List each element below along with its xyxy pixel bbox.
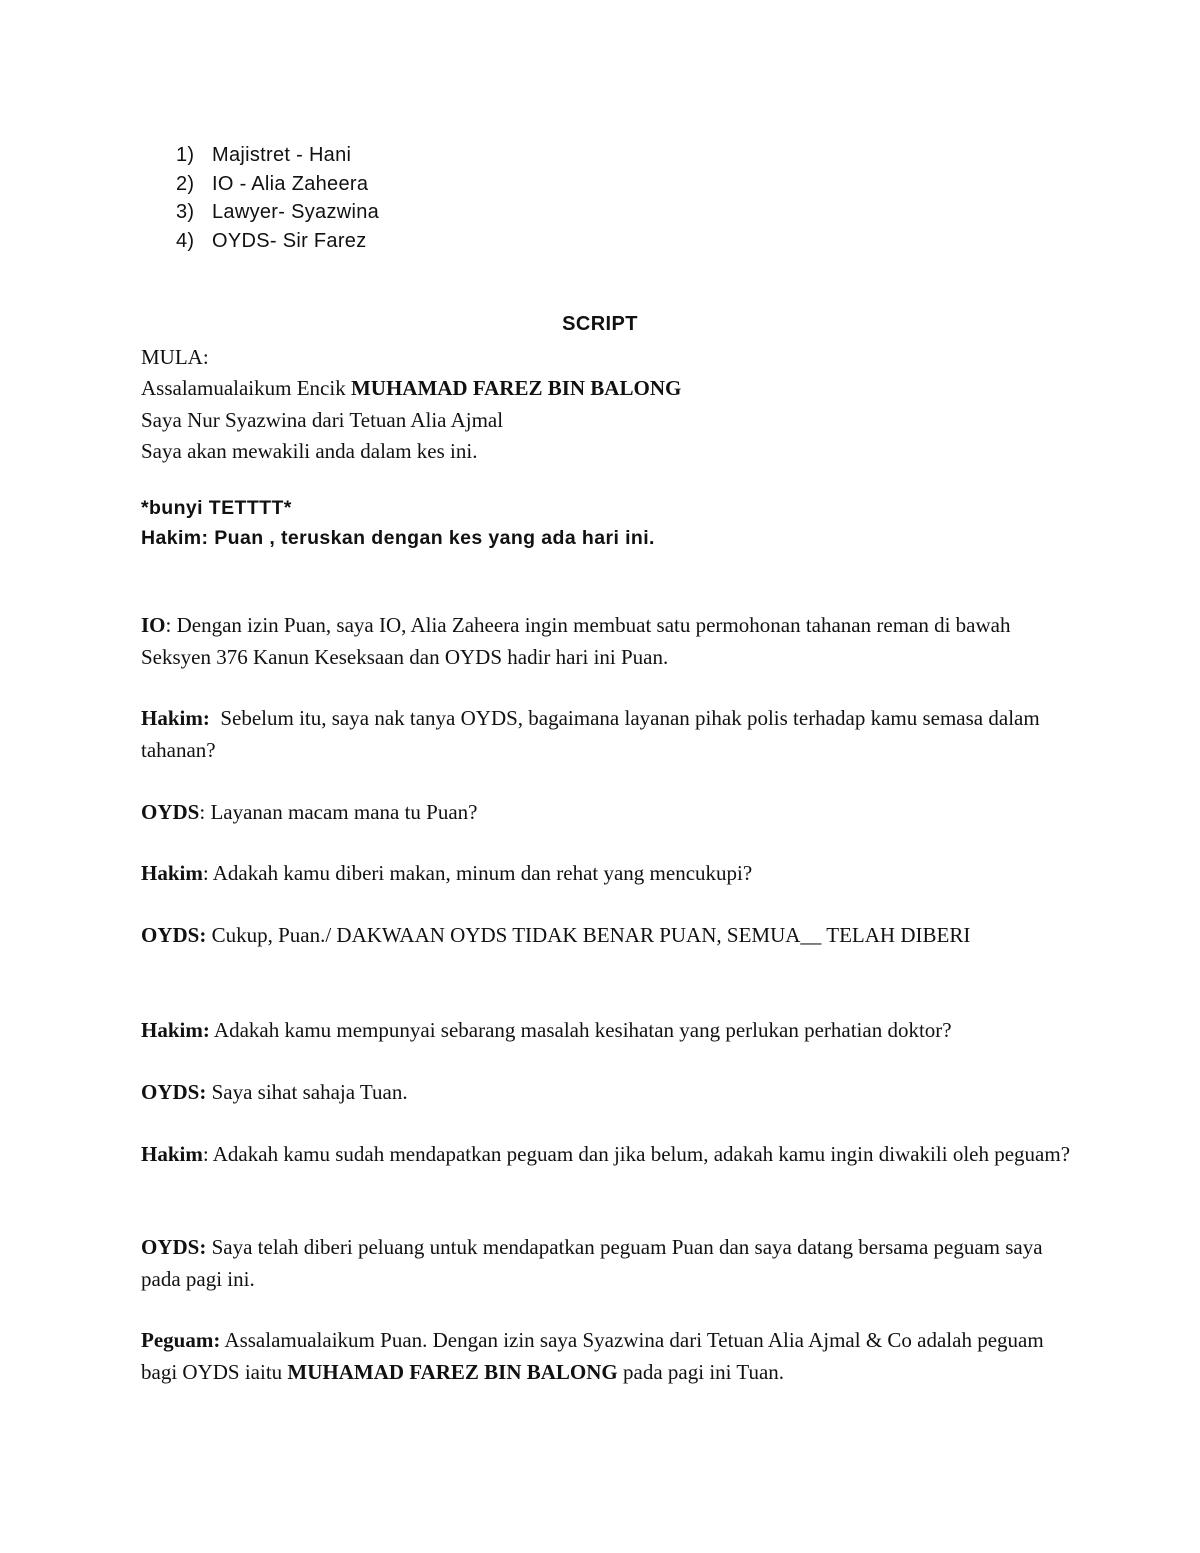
dialogue-line	[141, 920, 1021, 952]
sound-cue-block	[141, 493, 655, 553]
dialogue-line	[141, 1015, 1071, 1047]
cast-item	[176, 170, 379, 199]
speaker-label: OYDS:	[141, 1235, 207, 1259]
dialogue-text: : Adakah kamu sudah mendapatkan peguam dan jika belum, adakah kamu ingin diwakili oleh peguam?	[202, 1142, 1071, 1166]
dialogue-text: Assalamualaikum Puan. Dengan izin saya Syazwina dari Tetuan Alia Ajmal & Co adalah peguam bagi OYDS iaitu	[141, 1328, 1044, 1384]
cast-item	[176, 227, 379, 256]
opening-block	[141, 342, 681, 467]
cast-text: Lawyer- Syazwina	[212, 201, 380, 223]
speaker-label: OYDS:	[141, 923, 207, 947]
defendant-name: MUHAMAD FAREZ BIN BALONG	[350, 376, 682, 401]
cast-item	[176, 141, 379, 170]
dialogue-text: : Layanan macam mana tu Puan?	[199, 800, 478, 824]
speaker-label: IO	[141, 613, 166, 637]
cast-number: 4)	[176, 229, 195, 252]
dialogue-line	[141, 703, 1071, 766]
dialogue-line	[141, 1325, 1071, 1388]
dialogue-text: : Dengan izin Puan, saya IO, Alia Zaheera ingin membuat satu permohonan tahanan reman di bawah Seksyen 376 Kanun Keseksaan dan OYDS hadir hari ini Puan.	[141, 613, 1011, 669]
cast-number: 1)	[176, 144, 195, 166]
dialogue-text: Cukup, Puan./ DAKWAAN OYDS TIDAK BENAR PUAN, SEMUA__ TELAH DIBERI	[206, 923, 971, 947]
dialogue-text: Adakah kamu mempunyai sebarang masalah kesihatan yang perlukan perhatian doktor?	[209, 1018, 952, 1042]
speaker-label: OYDS	[141, 800, 200, 824]
greeting-prefix: Assalamualaikum Encik	[141, 376, 351, 401]
greeting-line	[141, 373, 681, 404]
cast-text: Majistret - Hani	[212, 144, 352, 166]
speaker-label: Peguam:	[141, 1328, 221, 1352]
script-title: SCRIPT	[562, 313, 638, 335]
mula-label: MULA:	[141, 345, 209, 369]
dialogue-text: : Adakah kamu diberi makan, minum dan rehat yang mencukupi?	[202, 861, 753, 885]
dialogue-text: Sebelum itu, saya nak tanya OYDS, bagaimana layanan pihak polis terhadap kamu semasa dalam tahanan?	[141, 706, 1045, 762]
dialogue-line	[141, 610, 1071, 673]
speaker-label: OYDS:	[141, 1080, 207, 1104]
represent-line: Saya akan mewakili anda dalam kes ini.	[141, 438, 478, 463]
dialogue-text: Saya telah diberi peluang untuk mendapatkan peguam Puan dan saya datang bersama peguam saya pada pagi ini.	[141, 1235, 1043, 1291]
dialogue-line	[141, 1077, 1071, 1109]
cast-item	[176, 198, 379, 227]
defendant-name: MUHAMAD FAREZ BIN BALONG	[287, 1359, 618, 1384]
cast-text: OYDS- Sir Farez	[212, 229, 367, 252]
speaker-label: Hakim:	[141, 1018, 210, 1042]
dialogue-text-end: pada pagi ini Tuan.	[617, 1359, 785, 1384]
dialogue-line	[141, 1232, 1071, 1295]
intro-line: Saya Nur Syazwina dari Tetuan Alia Ajmal	[141, 407, 504, 432]
cast-text: IO - Alia Zaheera	[212, 172, 369, 195]
judge-instruction: Hakim: Puan , teruskan dengan kes yang ada hari ini.	[141, 527, 655, 549]
dialogue-line	[141, 797, 1071, 829]
cast-list	[176, 141, 379, 255]
cast-number: 3)	[176, 201, 195, 223]
dialogue-text: Saya sihat sahaja Tuan.	[206, 1080, 408, 1104]
dialogue-line	[141, 1139, 1071, 1171]
speaker-label: Hakim:	[141, 706, 210, 730]
dialogue-line	[141, 858, 1071, 890]
cast-number: 2)	[176, 172, 195, 195]
sound-cue: *bunyi TETTTT*	[141, 497, 292, 519]
speaker-label: Hakim	[141, 1142, 203, 1166]
speaker-label: Hakim	[141, 861, 203, 885]
